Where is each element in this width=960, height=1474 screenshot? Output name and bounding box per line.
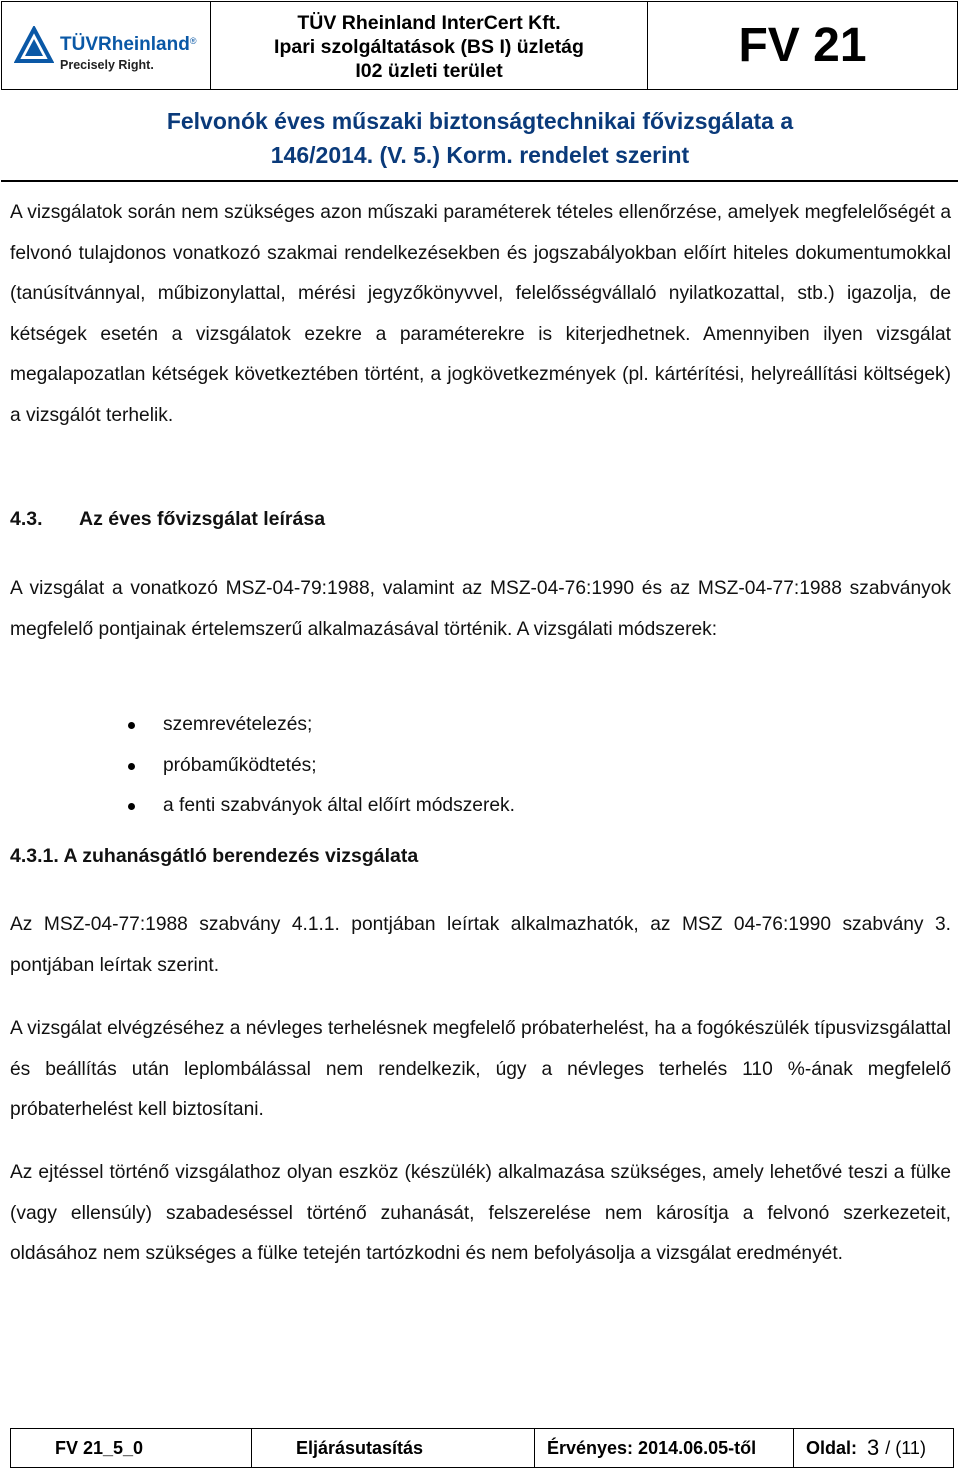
page-total: / (11) [885,1437,926,1458]
title-line-1: Felvonók éves műszaki biztonságtechnikai fővizsgálata a [166,108,794,134]
section-4-3-1-paragraph-2: A vizsgálat elvégzéséhez a névleges terhelésnek megfelelő próbaterhelést, ha a fogókészülék típusvizsgálattal és beállítás után leplombálással nem rendelkezik, úgy a névleges terhelés 110 %-ának megfelelő próbaterhelést kell biztosítani. [10,1018,951,1121]
methods-list [10,705,951,827]
footer-doc-code: FV 21_5_0 [11,1429,252,1467]
section-4-3-paragraph: A vizsgálat a vonatkozó MSZ-04-79:1988, valamint az MSZ-04-76:1990 és az MSZ-04-77:1988 szabványok megfelelő pontjainak értelemszerű alkalmazásával történik. A vizsgálati módszerek: [10,578,951,640]
section-heading-4-3-1: 4.3.1. A zuhanásgátló berendezés vizsgálata [10,845,419,867]
document-header [0,0,960,182]
business-unit: Ipari szolgáltatások (BS I) üzletág [274,36,584,58]
document-code: FV 21 [738,19,867,72]
footer-doc-type: Eljárásutasítás [252,1429,535,1467]
section-4-3-1-paragraph-1: Az MSZ-04-77:1988 szabvány 4.1.1. pontjában leírtak alkalmazhatók, az MSZ 04-76:1990 szabvány 3. pontjában leírtak szerint. [10,914,951,976]
tuv-triangle-icon [14,26,54,66]
footer-validity: Érvényes: 2014.06.05-től [535,1429,794,1467]
intro-paragraph: A vizsgálatok során nem szükséges azon műszaki paraméterek tételes ellenőrzése, amelyek megfelelőségét a felvonó tulajdonos vonatkozó szakmai rendelkezésekben és jogszabályokban előírt hiteles dokumentumokkal (tanúsítvánnyal, műbizonylattal, mérési jegyzőkönyvvel, felelősségvállaló nyilatkozattal, stb.) igazolja, de kétségek esetén a vizsgálatok ezekre a paraméterekre is kiterjedhetnek. Amennyiben ilyen vizsgálat megalapozatlan kétségek következtében történt, a jogkövetkezmények (pl. kártérítési, helyreállítási költségek) a vizsgálót terhelik. [10,202,951,426]
logo-slogan: Precisely Right. [60,58,154,72]
header-divider [1,180,958,182]
section-title: Az éves fővizsgálat leírása [79,508,326,530]
company-logo [2,2,211,89]
section-4-3-1-paragraph-3: Az ejtéssel történő vizsgálathoz olyan eszköz (készülék) alkalmazása szükséges, amely lehetővé teszi a fülke (vagy ellensúly) szabadeséssel történő zuhanását, felszerelése nem károsítja a felvonó szerkezeteit, oldásához nem szükséges a fülke tetején tartózkodni és nem befolyásolja a vizsgálat eredményét. [10,1162,951,1265]
page-label: Oldal: [806,1437,858,1458]
section-heading-4-3 [10,508,325,531]
section-number: 4.3. [10,508,43,530]
page-number: 3 [867,1435,880,1460]
list-item: szemrevételezés; [10,705,951,746]
document-title [0,104,960,172]
header-table [1,1,958,90]
list-item: próbaműködtetés; [10,746,951,787]
title-line-2: 146/2014. (V. 5.) Korm. rendelet szerint [270,142,690,168]
company-info [211,2,648,89]
document-footer [10,1428,954,1468]
logo-brand: TÜVRheinland® [60,34,197,55]
footer-page-info [794,1429,953,1467]
list-item: a fenti szabványok által előírt módszerek. [10,786,951,827]
company-name: TÜV Rheinland InterCert Kft. [297,12,561,34]
business-area: I02 üzleti terület [355,60,503,82]
